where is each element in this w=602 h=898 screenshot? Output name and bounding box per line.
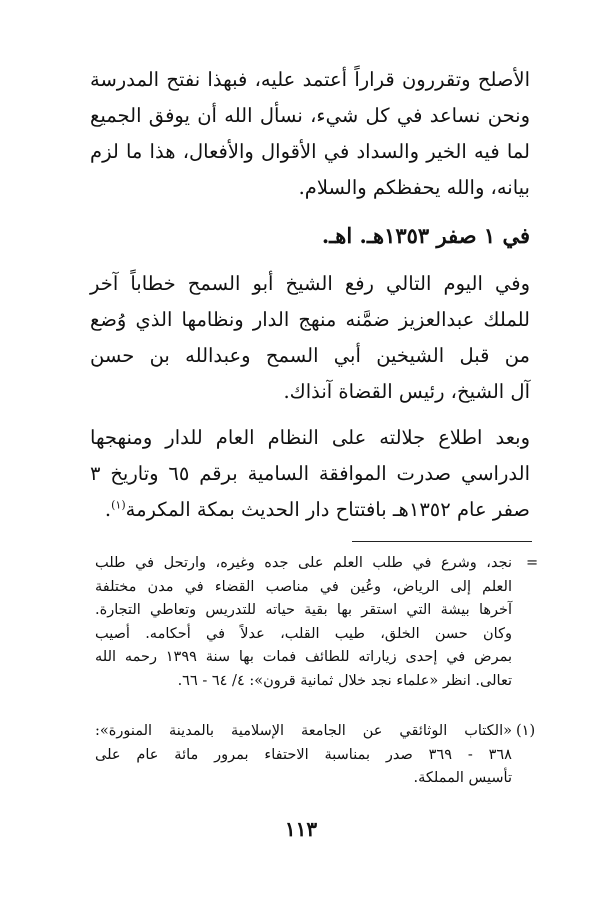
footnote-line: ٣٦٨ - ٣٦٩ صدر بمناسبة الاحتفاء بمرور مائة عام على xyxy=(95,746,512,763)
footnote-reference: (١) xyxy=(111,498,126,512)
body-paragraph-3 xyxy=(90,420,530,528)
footnote-line: تعالى. انظر «علماء نجد خلال ثمانية قرون»: ٤/ ٦٤ - ٦٦. xyxy=(177,672,512,689)
footnote-line: تأسيس المملكة. xyxy=(413,770,512,786)
text-line: ونحن نساعد في كل شيء، نسأل الله أن يوفق الجميع xyxy=(90,104,530,127)
footnote-line: نجد، وشرع في طلب العلم على جده وغيره، وارتحل في طلب xyxy=(95,555,512,571)
text-line: وفي اليوم التالي رفع الشيخ أبو السمح خطاباً آخر xyxy=(90,272,530,295)
page-number: ١١٣ xyxy=(284,817,318,841)
footnote-separator xyxy=(352,541,532,542)
footnote-line: آخرها بيشة التي استقر بها بقية حياته للتدريس وتعاطي التجارة. xyxy=(95,602,512,618)
sentence-end-period: . xyxy=(104,498,112,521)
text-line: وبعد اطلاع جلالته على النظام العام للدار ومنهجها xyxy=(90,426,530,449)
text-line: للملك عبدالعزيز ضمَّنه منهج الدار ونظامها الذي وُضع xyxy=(90,308,530,331)
text-line xyxy=(90,492,530,528)
text-line: بيانه، والله يحفظكم والسلام. xyxy=(298,176,530,199)
footnote-continuation-marker: = xyxy=(526,555,539,571)
letter-date-line: في ١ صفر ١٣٥٣هـ. اهـ. xyxy=(321,223,530,248)
text-line: لما فيه الخير والسداد في الأقوال والأفعال، هذا ما لزم xyxy=(90,140,530,163)
body-paragraph-1 xyxy=(90,62,530,206)
text-line: آل الشيخ، رئيس القضاة آنذاك. xyxy=(283,380,530,403)
footnote-line: «الكتاب الوثائقي عن الجامعة الإسلامية بالمدينة المنورة»: xyxy=(95,723,512,739)
body-paragraph-2 xyxy=(90,266,530,410)
footnote-1 xyxy=(95,720,512,791)
footnote-line: بمرض في إحدى زياراته للطائف فمات بها سنة ١٣٩٩ رحمه الله xyxy=(95,649,512,665)
text-line: الدراسي صدرت الموافقة السامية برقم ٦٥ وتاريخ ٣ xyxy=(90,462,530,485)
footnote-number: (١) xyxy=(516,723,536,739)
footnote-line: وكان حسن الخلق، طيب القلب، عدلاً في أحكامه. أصيب xyxy=(95,625,512,642)
footnote-continued xyxy=(95,552,512,693)
text-line-content: صفر عام ١٣٥٢هـ بافتتاح دار الحديث بمكة المكرمة xyxy=(125,498,530,521)
footnote-line: العلم إلى الرياض، وعُين في مناصب القضاء في مدن مختلفة xyxy=(95,578,512,595)
text-line: الأصلح وتقررون قراراً أعتمد عليه، فبهذا نفتح المدرسة xyxy=(90,68,530,91)
text-line: من قبل الشيخين أبي السمح وعبدالله بن حسن xyxy=(90,344,530,367)
